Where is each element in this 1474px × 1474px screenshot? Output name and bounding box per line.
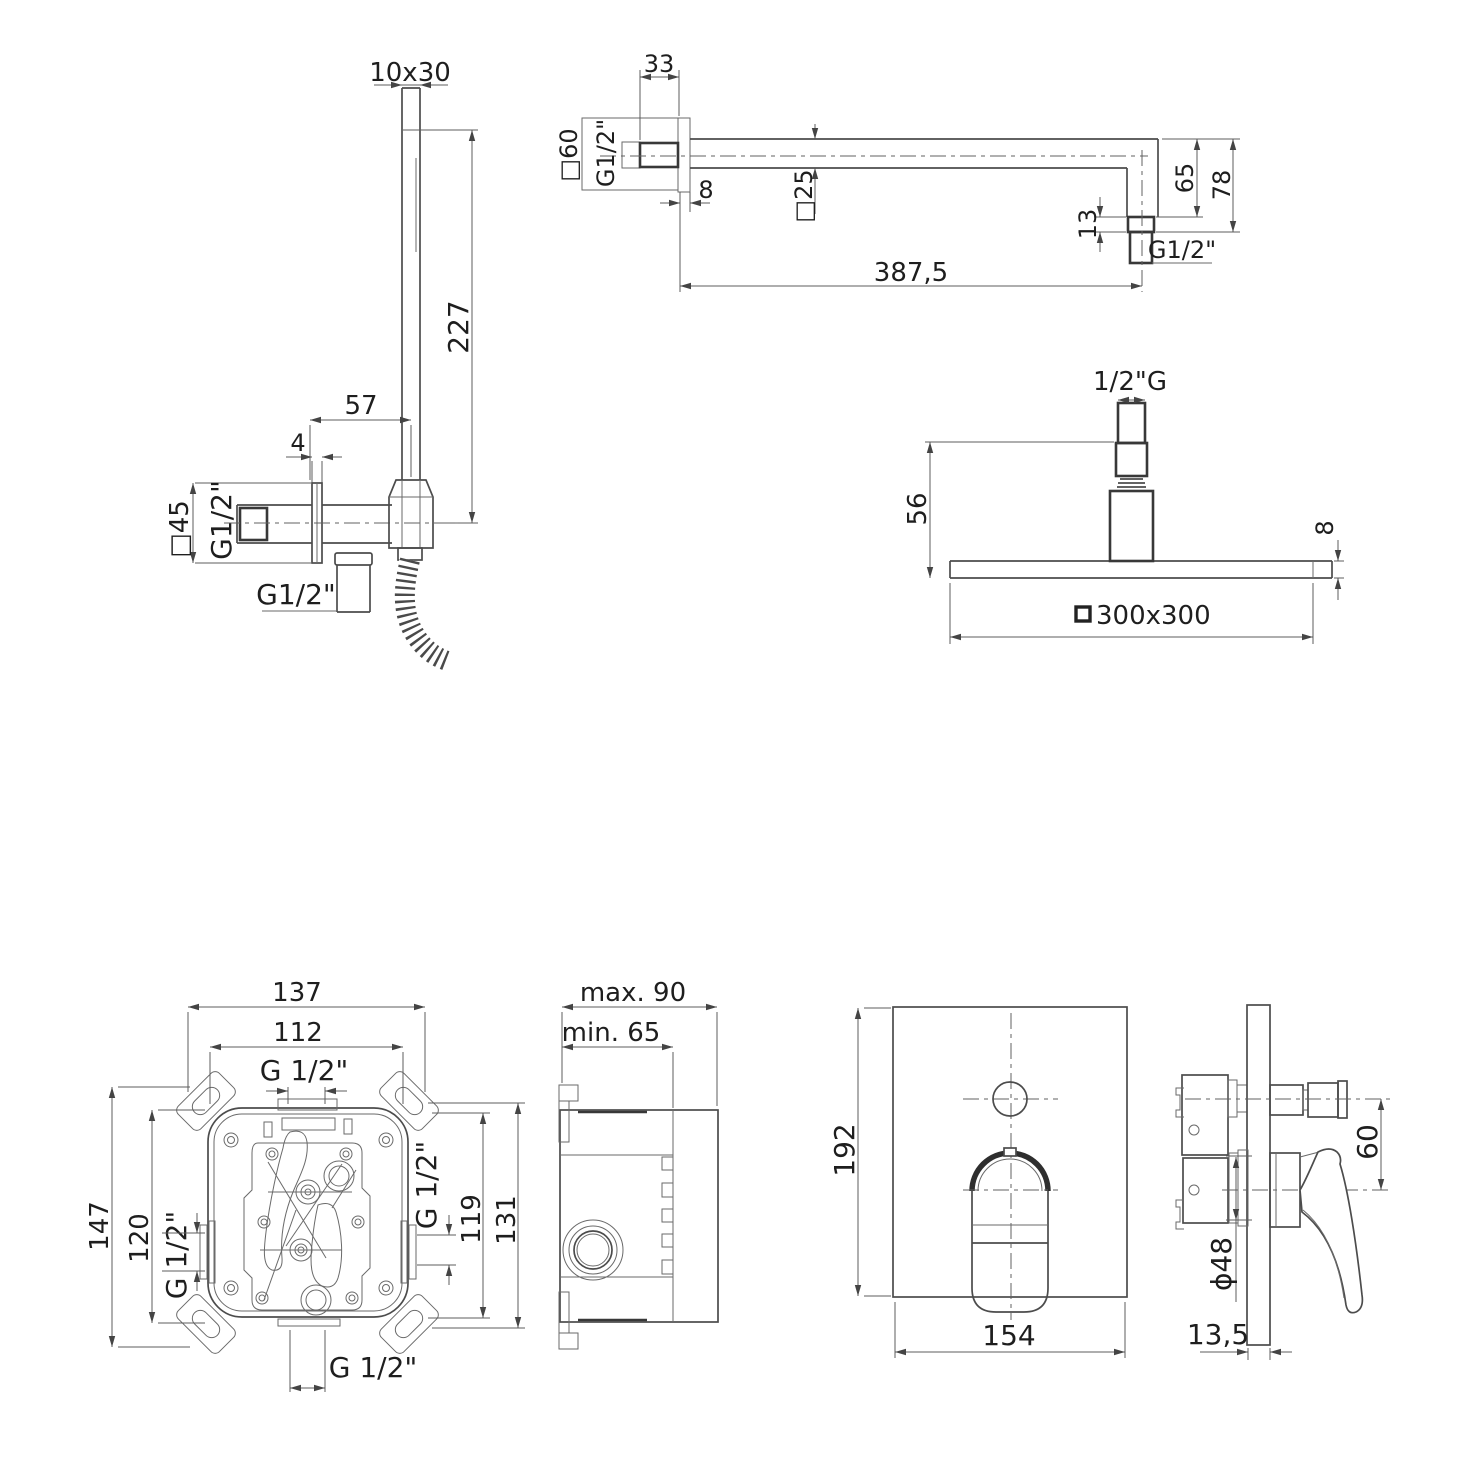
trim-plate-thickness-label: 13,5 [1186,1318,1250,1351]
arm-drop-inner-label: 65 [1171,162,1199,194]
trim-button-offset-label: 60 [1351,1124,1384,1160]
head-thread-label: 1/2"G [1093,367,1167,397]
valve-thread-top-label: G 1/2" [259,1054,349,1087]
head-height-label: 56 [903,492,933,526]
arm-nut-label: 13 [1074,208,1102,240]
hand-shower-length-label: 227 [442,300,475,354]
valve-height-inner-label: 120 [125,1213,155,1263]
hand-shower-wall-thread-label: G1/2" [205,480,238,560]
arm-length-label: 387,5 [873,258,949,288]
arm-plate-thickness-label: 8 [698,176,714,204]
hand-shower-wand-size-label: 10x30 [369,58,451,88]
valve-right-inner-label: 119 [457,1194,487,1244]
valve-thread-bottom-label: G 1/2" [328,1351,418,1384]
valve-depth-max-label: max. 90 [579,978,687,1008]
trim-width-label: 154 [982,1319,1036,1352]
head-size-label: 300x300 [1096,601,1211,631]
arm-nipple-length-label: 33 [643,50,675,78]
arm-tube-square-label: □25 [790,169,818,223]
trim-escutcheon-diameter-label: ϕ48 [1205,1236,1238,1292]
valve-depth-min-label: min. 65 [561,1018,661,1048]
arm-drop-outer-label: 78 [1208,169,1236,201]
valve-height-outer-label: 147 [85,1201,115,1251]
hand-shower-outlet-thread-label: G1/2" [256,578,336,611]
valve-thread-left-label: G 1/2" [160,1210,193,1300]
arm-wall-thread-label: G1/2" [592,118,620,188]
valve-width-outer-label: 137 [272,978,322,1008]
head-plate-thickness-label: 8 [1311,520,1339,536]
valve-thread-right-label: G 1/2" [410,1140,443,1230]
arm-flange-square-label: □60 [555,128,583,182]
valve-right-outer-label: 131 [492,1195,522,1245]
hand-shower-square-label: □45 [165,500,195,558]
trim-height-label: 192 [828,1123,861,1177]
valve-width-inner-label: 112 [273,1018,323,1048]
arm-outlet-thread-label: G1/2" [1147,236,1217,264]
hand-shower-plate-label: 4 [290,429,306,457]
hand-shower-offset-label: 57 [344,391,378,421]
